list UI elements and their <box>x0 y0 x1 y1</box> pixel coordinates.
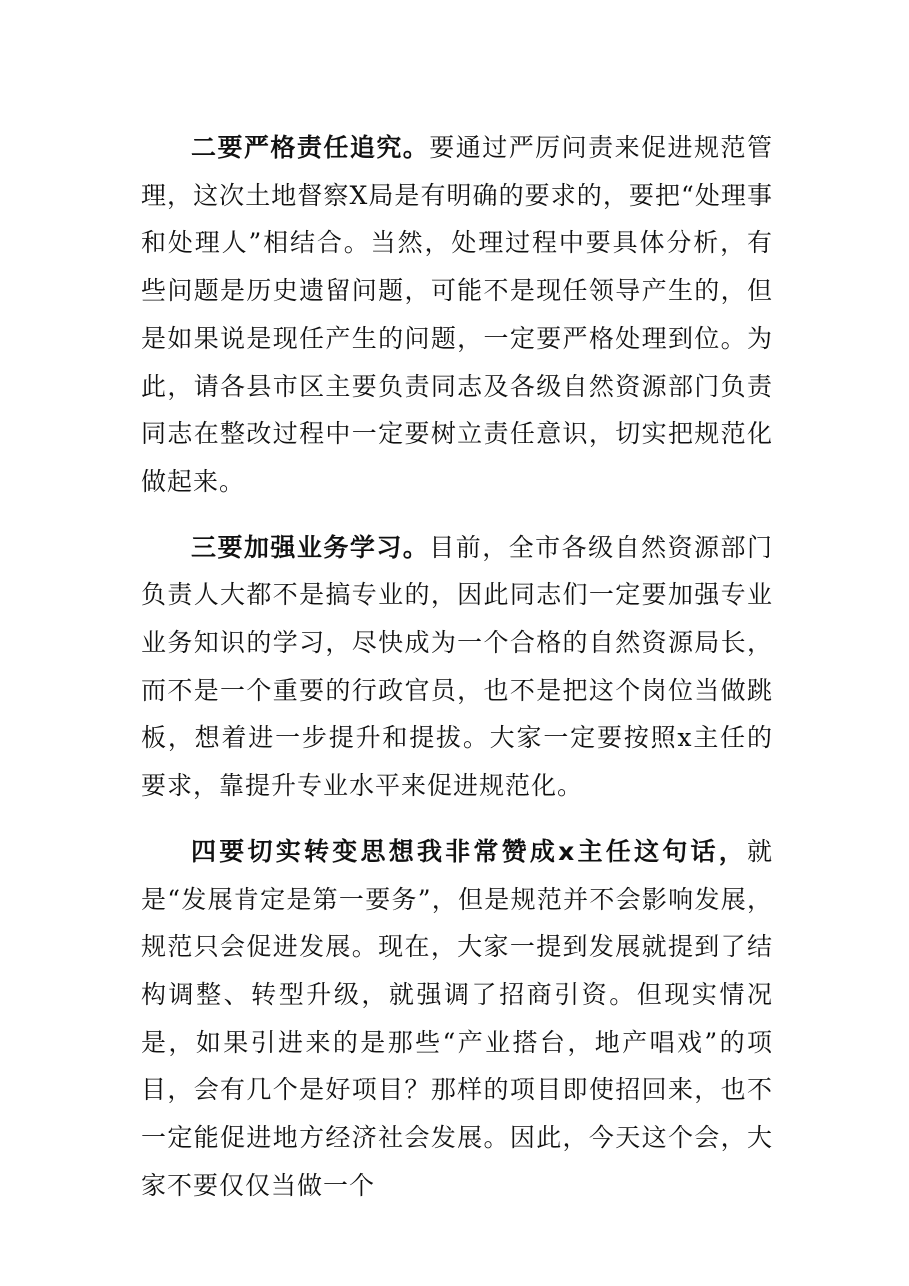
paragraph-text: 就是“发展肯定是第一要务”，但是规范并不会影响发展，规范只会促进发展。现在，大家一提到发展就提到了结构调整、转型升级，就强调了招商引资。但现实情况是，如果引进来的是那些“产业搭台，地产唱戏”的项目，会有几个是好项目？那样的项目即使招回来，也不一定能促进地方经济社会发展。因此，今天这个会，大家不要仅仅当做一个 <box>141 836 773 1200</box>
document-body <box>141 124 773 1227</box>
paragraph-4 <box>141 828 773 1210</box>
paragraph-2 <box>141 124 773 506</box>
paragraph-text: 目前，全市各级自然资源部门负责人大都不是搞专业的，因此同志们一定要加强专业业务知识的学习，尽快成为一个合格的自然资源局长，而不是一个重要的行政官员，也不是把这个岗位当做跳板，想着进一步提升和提拔。大家一定要按照x主任的要求，靠提升专业水平来促进规范化。 <box>141 532 773 801</box>
paragraph-heading: 四要切实转变思想我非常赞成x主任这句话， <box>191 836 747 866</box>
paragraph-3 <box>141 524 773 810</box>
paragraph-heading: 三要加强业务学习。 <box>191 532 430 562</box>
paragraph-text: 要通过严厉问责来促进规范管理，这次土地督察X局是有明确的要求的，要把“处理事和处理人”相结合。当然，处理过程中要具体分析，有些问题是历史遗留问题，可能不是现任领导产生的，但是如果说是现任产生的问题，一定要严格处理到位。为此，请各县市区主要负责同志及各级自然资源部门负责同志在整改过程中一定要树立责任意识，切实把规范化做起来。 <box>141 133 773 496</box>
paragraph-heading: 二要严格责任追究。 <box>191 133 430 162</box>
